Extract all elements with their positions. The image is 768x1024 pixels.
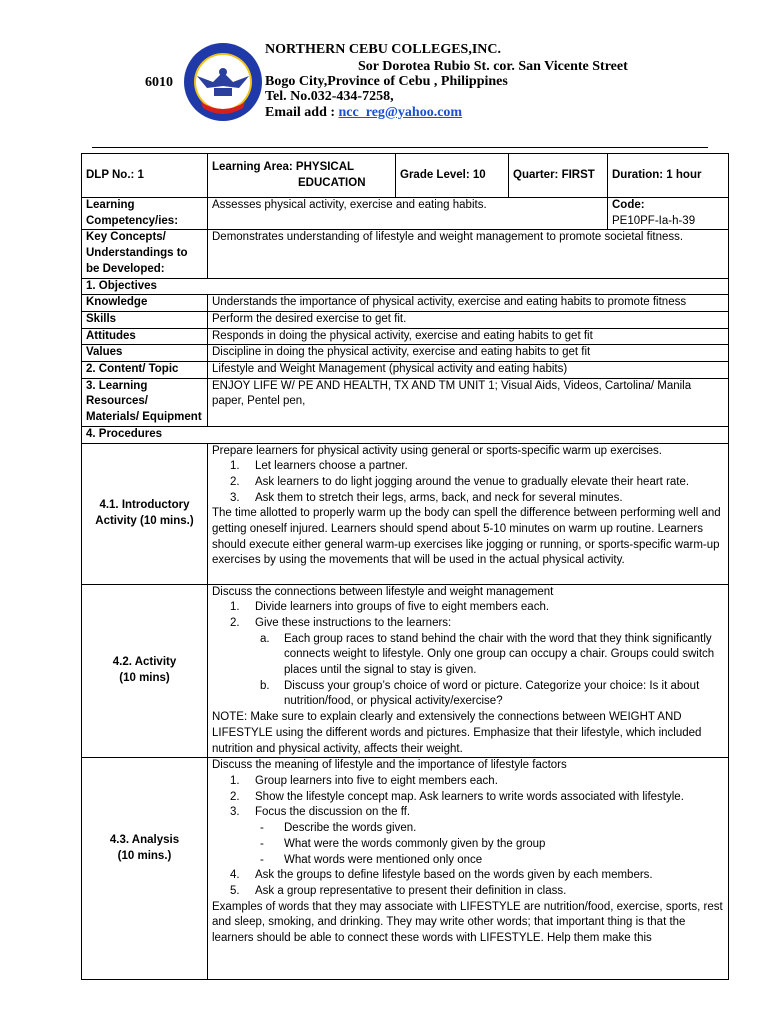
analysis-label-line-1: 4.3. Analysis <box>109 834 180 847</box>
list-number: 4. <box>230 869 240 882</box>
intro-label-line-2: Activity (10 mins.) <box>95 514 194 527</box>
attitudes-label: Attitudes <box>82 328 208 345</box>
procedures-heading: 4. Procedures <box>82 426 729 443</box>
skills-value: Perform the desired exercise to get fit. <box>208 311 729 328</box>
list-item <box>260 837 724 853</box>
list-number: 3. <box>230 491 240 504</box>
table-row <box>82 378 729 426</box>
skills-label: Skills <box>82 311 208 328</box>
values-value: Discipline in doing the physical activity, exercise and eating habits to get fit <box>208 345 729 362</box>
activity-content <box>208 584 729 758</box>
header-separator <box>92 147 708 148</box>
objectives-heading: 1. Objectives <box>82 278 729 295</box>
resources-label: 3. Learning Resources/ Materials/ Equipment <box>82 378 208 426</box>
values-label: Values <box>82 345 208 362</box>
table-row <box>82 426 729 443</box>
intro-content <box>208 443 729 584</box>
table-row <box>82 345 729 362</box>
list-item <box>260 632 724 679</box>
table-row <box>82 278 729 295</box>
activity-label-line-1: 4.2. Activity <box>112 656 177 669</box>
list-number: 5. <box>230 884 240 897</box>
list-item <box>230 868 724 884</box>
activity-steps <box>212 600 724 631</box>
attitudes-value: Responds in doing the physical activity, exercise and eating habits to get fit <box>208 328 729 345</box>
code-cell <box>608 198 729 230</box>
list-item <box>230 459 724 475</box>
knowledge-value: Understands the importance of physical activity, exercise and eating habits to promote fitness <box>208 295 729 312</box>
activity-note: NOTE: Make sure to explain clearly and extensively the connections between WEIGHT AND LIFESTYLE using the different words and pictures. Emphasize that their lifestyle, which included nutrition and physical activity, affects their weight. <box>212 711 702 755</box>
key-concepts-label: Key Concepts/ Understandings to be Developed: <box>82 230 208 278</box>
key-concepts-value: Demonstrates understanding of lifestyle and weight management to promote societal fitness. <box>208 230 729 278</box>
table-row <box>82 198 729 230</box>
list-text: Let learners choose a partner. <box>255 460 408 473</box>
list-item <box>260 853 724 869</box>
list-number: 1. <box>230 601 240 614</box>
activity-label <box>82 584 208 758</box>
analysis-label-line-2: (10 mins.) <box>117 849 172 862</box>
list-text: Ask learners to do light jogging around the venue to gradually elevate their heart rate. <box>255 475 690 488</box>
list-item <box>230 774 724 790</box>
table-row <box>82 295 729 312</box>
list-number: 1. <box>230 774 240 787</box>
dlp-number: DLP No.: 1 <box>82 154 208 198</box>
learning-area-line-2: EDUCATION <box>298 176 366 189</box>
table-row <box>82 443 729 584</box>
list-text: What words were mentioned only once <box>284 853 483 866</box>
list-text: Focus the discussion on the ff. <box>255 806 411 819</box>
intro-closing: The time allotted to properly warm up the body can spell the difference between performing well and getting oneself injured. Learners should spend about 5-10 minutes on warm up routine. Learners should execute either general warm-up exercises like jogging or running, or sports-specific warm-up exercises by using the movements that will be used in the actual physical activity. <box>212 507 721 567</box>
list-text: Each group races to stand behind the chair with the word that they think significantly connects weight to lifestyle. Only one group can occupy a chair. Groups could switch places until the signal to stay is given. <box>284 632 715 677</box>
table-row <box>82 328 729 345</box>
analysis-closing: Examples of words that they may associate with LIFESTYLE are nutrition/food, exercise, sports, rest and sleep, smoking, and drinking. They may write other words; that important thing is that the learners should be able to connect these words with LIFESTYLE. Help them make this <box>212 900 723 945</box>
list-text: Show the lifestyle concept map. Ask learners to write words associated with lifestyle. <box>255 790 684 803</box>
list-item <box>230 600 724 616</box>
dlp-table <box>81 153 729 980</box>
intro-steps <box>212 459 724 506</box>
intro-label <box>82 443 208 584</box>
school-name: NORTHERN CEBU COLLEGES,INC. <box>265 42 501 57</box>
email-link[interactable]: ncc_reg@yahoo.com <box>338 105 463 120</box>
table-row <box>82 311 729 328</box>
duration: Duration: 1 hour <box>608 154 729 198</box>
intro-label-line-1: 4.1. Introductory <box>99 498 190 511</box>
table-row <box>82 154 729 198</box>
list-item <box>230 790 724 806</box>
list-dash: - <box>260 822 264 835</box>
address-line-1: Sor Dorotea Rubio St. cor. San Vicente Street <box>358 59 628 74</box>
code-label: Code: <box>612 199 645 211</box>
list-dash: - <box>260 853 264 866</box>
list-text: What were the words commonly given by the group <box>284 837 546 850</box>
email-line <box>265 105 462 121</box>
list-item <box>230 475 724 491</box>
table-row <box>82 230 729 278</box>
analysis-label <box>82 758 208 980</box>
analysis-steps <box>212 774 724 821</box>
competency-value: Assesses physical activity, exercise and eating habits. <box>208 198 608 230</box>
quarter: Quarter: FIRST <box>509 154 608 198</box>
competency-label: Learning Competency/ies: <box>82 198 208 230</box>
content-value: Lifestyle and Weight Management (physical activity and eating habits) <box>208 362 729 379</box>
list-text: Give these instructions to the learners: <box>255 616 452 629</box>
activity-lead: Discuss the connections between lifestyle and weight management <box>212 585 554 598</box>
telephone: Tel. No.032-434-7258, <box>265 89 394 104</box>
activity-sub-steps <box>212 632 724 711</box>
list-text: Ask them to stretch their legs, arms, back, and neck for several minutes. <box>255 491 623 504</box>
list-dash: - <box>260 837 264 850</box>
intro-lead: Prepare learners for physical activity using general or sports-specific warm up exercises. <box>212 444 662 457</box>
address-line-2: Bogo City,Province of Cebu , Philippines <box>265 74 508 89</box>
list-text: Describe the words given. <box>284 822 417 835</box>
list-item <box>260 821 724 837</box>
list-item <box>230 884 724 900</box>
code-value: PE10PF-Ia-h-39 <box>612 214 696 227</box>
list-text: Discuss your group’s choice of word or picture. Categorize your choice: Is it about nutrition/food, or physical activity/exercise? <box>284 679 700 708</box>
content-label: 2. Content/ Topic <box>82 362 208 379</box>
list-number: 2. <box>230 475 240 488</box>
table-row <box>82 362 729 379</box>
list-text: Ask a group representative to present their definition in class. <box>255 884 567 897</box>
resources-value: ENJOY LIFE W/ PE AND HEALTH, TX AND TM UNIT 1; Visual Aids, Videos, Cartolina/ Manila paper, Pentel pen, <box>208 378 729 426</box>
list-item <box>260 679 724 710</box>
list-letter: b. <box>260 679 270 692</box>
list-number: 2. <box>230 790 240 803</box>
knowledge-label: Knowledge <box>82 295 208 312</box>
list-number: 3. <box>230 806 240 819</box>
list-text: Group learners into five to eight members each. <box>255 774 498 787</box>
list-item <box>230 491 724 507</box>
learning-area-line-1: Learning Area: PHYSICAL <box>212 160 355 173</box>
table-row <box>82 584 729 758</box>
analysis-content <box>208 758 729 980</box>
zip-code: 6010 <box>145 75 173 90</box>
table-row <box>82 758 729 980</box>
analysis-dash-list <box>212 821 724 868</box>
list-text: Ask the groups to define lifestyle based on the words given by each members. <box>255 869 653 882</box>
school-logo <box>183 42 263 122</box>
learning-area <box>208 154 396 198</box>
list-number: 1. <box>230 460 240 473</box>
list-text: Divide learners into groups of five to eight members each. <box>255 601 550 614</box>
list-letter: a. <box>260 632 270 645</box>
list-item <box>230 805 724 821</box>
email-label: Email add : <box>265 105 339 120</box>
analysis-steps-continued <box>212 868 724 899</box>
list-number: 2. <box>230 616 240 629</box>
list-item <box>230 616 724 632</box>
grade-level: Grade Level: 10 <box>396 154 509 198</box>
activity-label-line-2: (10 mins) <box>119 671 170 684</box>
analysis-lead: Discuss the meaning of lifestyle and the importance of lifestyle factors <box>212 759 567 772</box>
